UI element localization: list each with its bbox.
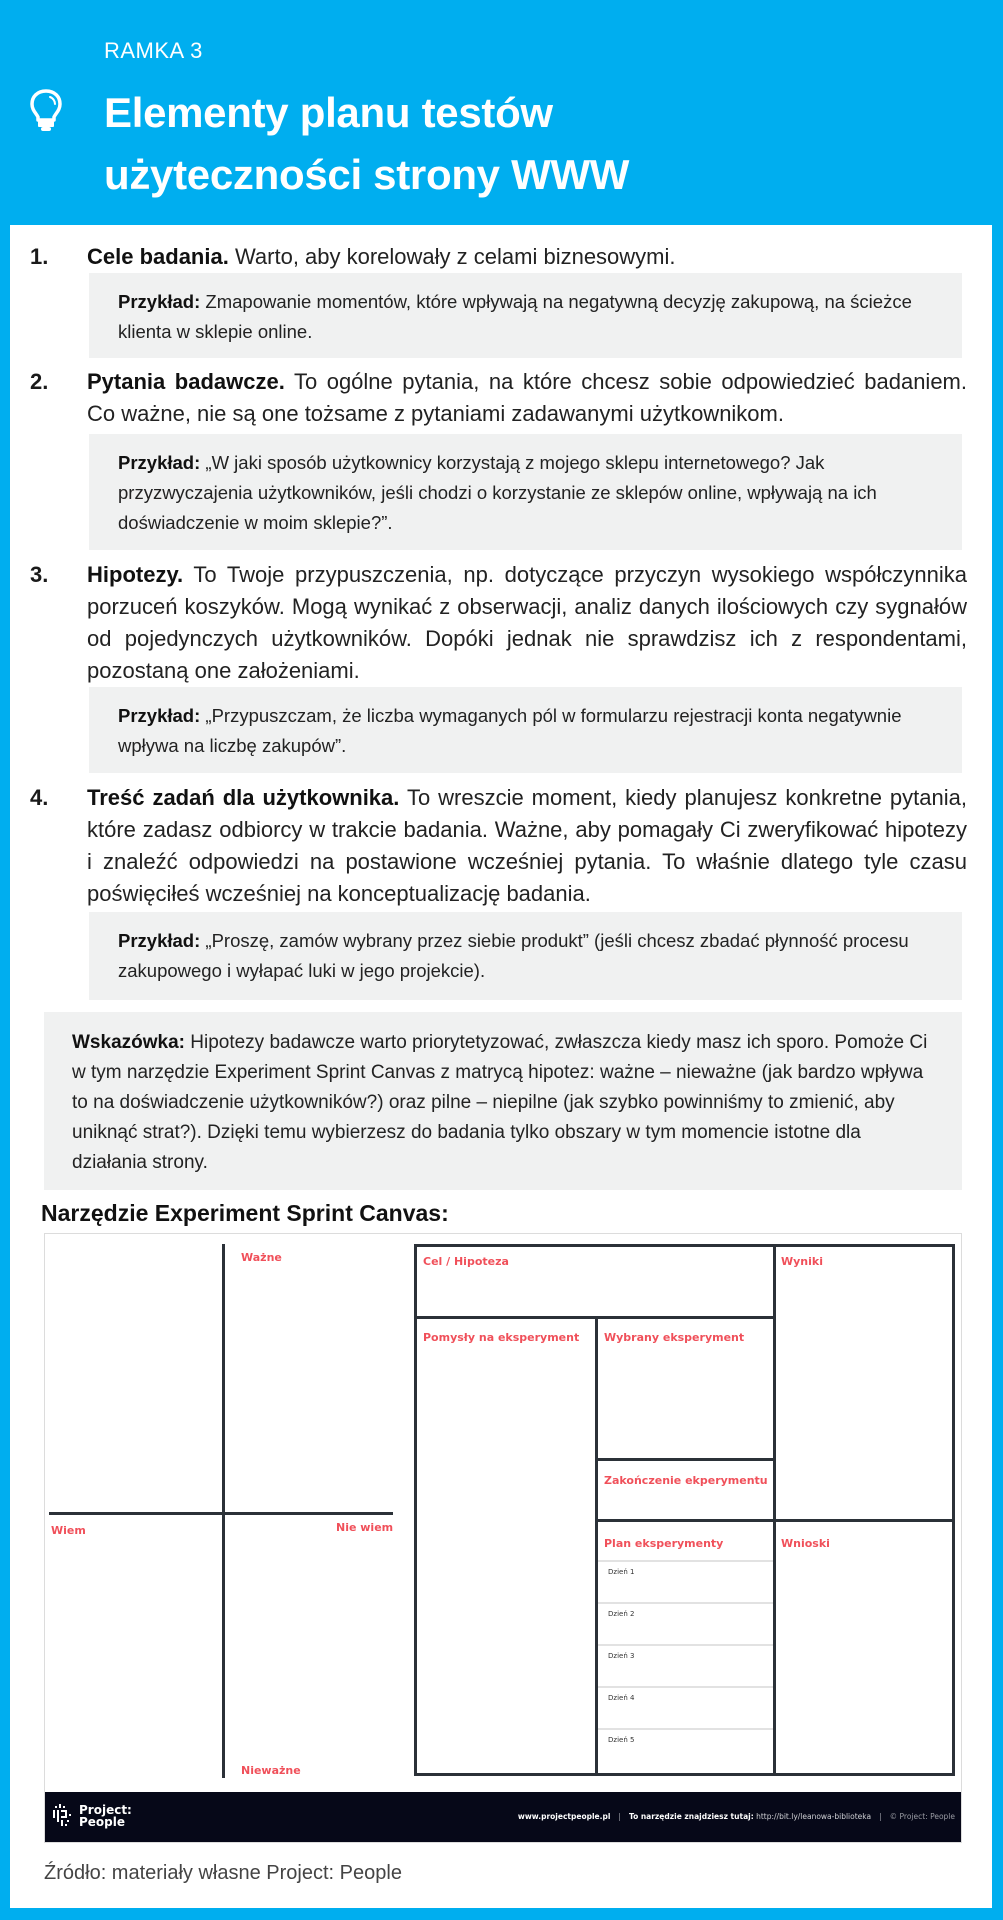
matrix-label-bottom: Nieważne [241,1764,301,1777]
brand-line-1: Project: [79,1803,132,1817]
tool-url-link[interactable]: http://bit.ly/leanowa-biblioteka [756,1812,872,1821]
hint-text: Hipotezy badawcze warto priorytetyzować, zwłaszcza kiedy masz ich sporo. Pomoże Ci w tym narzędzie Experiment Sprint Canvas z matrycą hipotez: ważne – nieważne (jak bardzo wpływa to na doświadczenie użytkowników?) oraz pilne – niepilne (jak szybko powinniśmy to zmienić, aby uniknąć strat?). Dzięki temu wybierzesz do badania tylko obszary w tym momencie istotne dla działania strony. [72,1032,928,1173]
day-row [598,1686,773,1728]
example-text: „Proszę, zamów wybrany przez siebie produkt” (jeśli chcesz zbadać płynność procesu zakupowego i wyłapać luki w jego projekcie). [118,930,909,981]
example-label: Przykład: [118,930,201,951]
item-lead: Cele badania. [87,244,229,269]
canvas-grid [414,1244,955,1776]
day-label: Dzień 4 [608,1694,635,1702]
day-row [598,1728,773,1770]
website-link[interactable]: www.projectpeople.pl [517,1812,611,1821]
day-row [598,1602,773,1644]
matrix-label-left: Wiem [51,1524,86,1537]
source-caption: Źródło: materiały własne Project: People [44,1862,402,1884]
item-body: To Twoje przypuszczenia, np. dotyczące przyczyn wysokiego współczynnika porzuceń koszyków. Mogą wynikać z obserwacji, analiz danych ilościowych czy sygnałów od pojedynczych użytkowników. Dopóki jednak nie sprawdzisz ich z respondentami, pozostaną one założeniami. [87,562,967,683]
example-text: „Przypuszczam, że liczba wymaganych pól w formularzu rejestracji konta negatywnie wpływa na liczbę zakupów”. [118,705,902,756]
plan-days [598,1560,773,1776]
canvas-heading: Narzędzie Experiment Sprint Canvas: [41,1200,449,1226]
copyright: © Project: People [889,1812,955,1821]
title-line-2: użyteczności strony WWW [104,151,630,198]
lightbulb-icon [28,88,64,132]
item-number: 3. [30,562,49,587]
footer-links: www.projectpeople.pl | To narzędzie znajdziesz tutaj: http://bit.ly/leanowa-biblioteka | © Project: People [517,1812,955,1821]
item-text [87,559,967,687]
cell-ending: Zakończenie ekperymentu [604,1474,768,1487]
grid-line [773,1244,776,1776]
grid-line [595,1519,955,1522]
item-number: 2. [30,369,49,394]
hint-label: Wskazówka: [72,1032,185,1053]
item-lead: Pytania badawcze. [87,369,285,394]
example-box-1 [89,273,962,358]
cell-chosen: Wybrany eksperyment [604,1331,745,1344]
day-label: Dzień 1 [608,1568,635,1576]
brand-line-2: People [79,1815,126,1829]
day-label: Dzień 5 [608,1736,635,1744]
matrix-label-top: Ważne [241,1251,282,1264]
item-text [87,366,967,430]
item-text [87,782,967,910]
example-box-2 [89,434,962,550]
tool-label: To narzędzie znajdziesz tutaj: [628,1812,754,1821]
item-number: 1. [30,244,49,269]
matrix-horizontal-axis [49,1512,393,1515]
example-label: Przykład: [118,452,201,473]
item-body: To wreszcie moment, kiedy planujesz konkretne pytania, które zadasz odbiorcy w trakcie badania. Ważne, aby pomagały Ci zweryfikować hipotezy i znaleźć odpowiedzi na postawione wcześniej pytania. To właśnie dlatego tyle czasu poświęciłeś wcześniej na konceptualizację badania. [87,785,967,906]
example-label: Przykład: [118,291,201,312]
canvas-footer [45,1792,961,1842]
example-box-3 [89,687,962,773]
page-title [104,82,924,206]
matrix-label-right: Nie wiem [336,1521,394,1534]
day-label: Dzień 3 [608,1652,635,1660]
grid-line [595,1458,775,1461]
example-text: Zmapowanie momentów, które wpływają na negatywną decyzję zakupową, na ścieżce klienta w sklepie online. [118,291,912,342]
example-box-4 [89,912,962,1000]
box-kicker: RAMKA 3 [104,38,203,63]
example-label: Przykład: [118,705,201,726]
project-people-brand [79,1804,132,1828]
item-body: To ogólne pytania, na które chcesz sobie odpowiedzieć badaniem. Co ważne, nie są one tożsame z pytaniami zadawanymi użytkownikom. [87,369,967,426]
project-people-logo-icon [53,1804,73,1828]
header-banner [0,0,1003,225]
item-text [87,241,967,273]
item-lead: Treść zadań dla użytkownika. [87,785,400,810]
item-body: Warto, aby korelowały z celami biznesowymi. [228,244,676,269]
hint-box [44,1012,962,1190]
cell-results: Wyniki [781,1255,823,1268]
matrix-vertical-axis [222,1244,225,1778]
day-label: Dzień 2 [608,1610,635,1618]
item-number: 4. [30,785,49,810]
cell-plan: Plan eksperymenty [604,1537,724,1550]
cell-goal: Cel / Hipoteza [423,1255,509,1268]
experiment-sprint-canvas [44,1233,962,1843]
cell-conclusions: Wnioski [781,1537,830,1550]
item-lead: Hipotezy. [87,562,184,587]
example-text: „W jaki sposób użytkownicy korzystają z mojego sklepu internetowego? Jak przyzwyczajenia użytkowników, jeśli chodzi o korzystanie ze sklepów online, wpływają na ich doświadczenie w moim sklepie?”. [118,452,877,533]
title-line-1: Elementy planu testów [104,89,553,136]
cell-ideas: Pomysły na eksperyment [423,1331,580,1344]
day-row [598,1560,773,1602]
day-row [598,1644,773,1686]
